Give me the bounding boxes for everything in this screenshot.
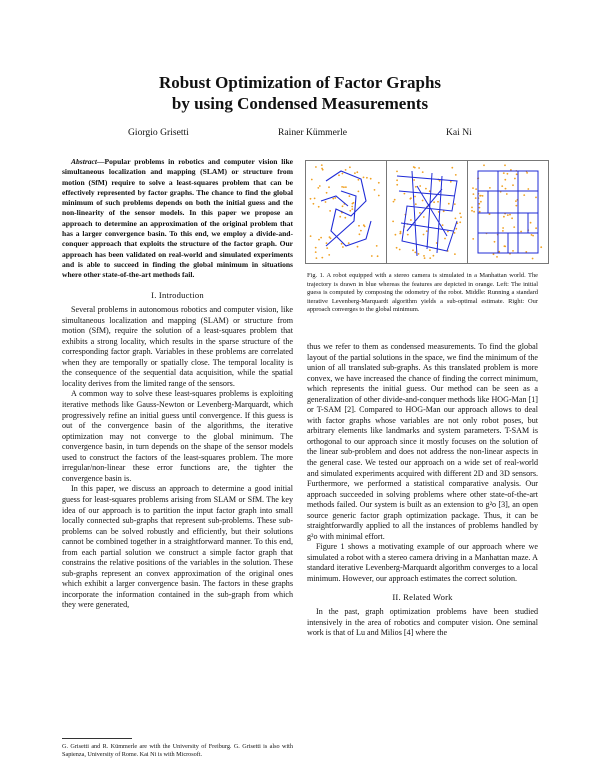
feature-point bbox=[418, 167, 420, 169]
feature-point bbox=[378, 182, 380, 184]
title-line-1: Robust Optimization of Factor Graphs bbox=[158, 73, 442, 92]
feature-point bbox=[400, 231, 402, 233]
feature-point bbox=[455, 174, 457, 176]
feature-point bbox=[356, 171, 358, 173]
feature-point bbox=[444, 238, 446, 240]
feature-point bbox=[520, 231, 522, 233]
feature-point bbox=[422, 171, 424, 173]
feature-point bbox=[419, 212, 421, 214]
feature-point bbox=[353, 202, 355, 204]
feature-point bbox=[399, 249, 401, 251]
feature-point bbox=[348, 242, 350, 244]
feature-point bbox=[516, 173, 518, 175]
feature-point bbox=[349, 195, 351, 197]
feature-point bbox=[506, 193, 508, 195]
feature-point bbox=[413, 179, 415, 181]
feature-point bbox=[540, 246, 542, 248]
feature-point bbox=[412, 249, 414, 251]
feature-point bbox=[502, 227, 504, 229]
footnote-rule bbox=[62, 738, 132, 739]
feature-point bbox=[475, 197, 477, 199]
feature-point bbox=[363, 224, 365, 226]
feature-point bbox=[424, 257, 426, 259]
feature-point bbox=[315, 166, 317, 168]
feature-point bbox=[319, 185, 321, 187]
feature-point bbox=[310, 198, 312, 200]
feature-point bbox=[414, 252, 416, 254]
feature-point bbox=[513, 226, 515, 228]
feature-point bbox=[509, 214, 511, 216]
feature-point bbox=[329, 210, 331, 212]
abstract-label: Abstract bbox=[71, 157, 97, 166]
feature-point bbox=[317, 187, 319, 189]
feature-point bbox=[360, 230, 362, 232]
feature-point bbox=[532, 258, 534, 260]
feature-point bbox=[357, 246, 359, 248]
paper-title bbox=[0, 72, 600, 114]
feature-point bbox=[494, 241, 496, 243]
feature-point bbox=[334, 197, 336, 199]
feature-point bbox=[423, 234, 425, 236]
feature-point bbox=[313, 203, 315, 205]
feature-point bbox=[325, 201, 327, 203]
feature-point bbox=[328, 254, 330, 256]
feature-point bbox=[342, 246, 344, 248]
feature-point bbox=[504, 246, 506, 248]
feature-point bbox=[471, 210, 473, 212]
feature-point bbox=[396, 171, 398, 173]
feature-point bbox=[342, 173, 344, 175]
feature-point bbox=[503, 216, 505, 218]
feature-point bbox=[504, 179, 506, 181]
feature-point bbox=[315, 247, 317, 249]
intro-paragraph-2: A common way to solve these least-squares problems is exploiting iterative methods like Gauss-Newton or Levenberg-Marquardt, which progressively refine an initial guess until convergence. If this guess is out of the convergence basin of the algorithms, the iterative optimization may not converge to the global minimum. The convergence basin, in turn depends on the shape of the sensor models used to construct the factors of the least-squares problem. The more irregular/non-linear these error functions are, the tighter the convergence basin is. bbox=[62, 389, 293, 483]
feature-point bbox=[351, 206, 353, 208]
feature-point bbox=[395, 234, 397, 236]
feature-point bbox=[392, 221, 394, 223]
feature-point bbox=[326, 242, 328, 244]
feature-point bbox=[454, 203, 456, 205]
feature-point bbox=[393, 201, 395, 203]
feature-point bbox=[410, 219, 412, 221]
title-line-2: by using Condensed Measurements bbox=[171, 94, 429, 113]
feature-point bbox=[370, 178, 372, 180]
feature-point bbox=[358, 225, 360, 227]
figure-panel-initial-guess bbox=[305, 160, 387, 264]
feature-point bbox=[318, 239, 320, 241]
feature-point bbox=[410, 197, 412, 199]
feature-point bbox=[459, 221, 461, 223]
feature-point bbox=[344, 217, 346, 219]
feature-point bbox=[475, 188, 477, 190]
feature-point bbox=[378, 195, 380, 197]
section-2-heading: II. Related Work bbox=[392, 591, 453, 602]
feature-point bbox=[349, 166, 351, 168]
feature-point bbox=[459, 213, 461, 215]
feature-point bbox=[318, 206, 320, 208]
feature-point bbox=[342, 205, 344, 207]
feature-point bbox=[351, 208, 353, 210]
feature-point bbox=[374, 189, 376, 191]
feature-point bbox=[478, 203, 480, 205]
feature-point bbox=[376, 245, 378, 247]
figure-panel-our-approach bbox=[467, 160, 549, 264]
feature-point bbox=[511, 217, 513, 219]
feature-point bbox=[314, 198, 316, 200]
feature-point bbox=[515, 200, 517, 202]
feature-point bbox=[311, 179, 313, 181]
feature-point bbox=[394, 199, 396, 201]
feature-point bbox=[454, 253, 456, 255]
feature-point bbox=[450, 181, 452, 183]
right-paragraph-2: Figure 1 shows a motivating example of our approach where we simulated a robot with a stereo camera driving in a Manhattan maze. A standard iterative Levenberg-Marquardt algorithm converges to a local minimum. However, our approach estimates the correct solution. bbox=[307, 542, 538, 584]
author-2: Rainer Kümmerle bbox=[278, 127, 347, 138]
figure-caption: Fig. 1. A robot equipped with a stereo camera is simulated in a Manhattan world. The trajectory is drawn in blue whereas the features are depicted in orange. Left: The initial guess is computed by composing the odometry of the robot. Middle: Running a standard iterative Levenberg-Marquardt algorithm yields a sub-optimal estimate. Right: Our approach converges to the global minimum. bbox=[307, 272, 538, 314]
feature-point bbox=[343, 186, 345, 188]
feature-point bbox=[530, 222, 532, 224]
initial-guess-plot bbox=[306, 161, 386, 263]
feature-point bbox=[396, 179, 398, 181]
feature-point bbox=[526, 172, 528, 174]
feature-point bbox=[498, 251, 500, 253]
feature-point bbox=[455, 228, 457, 230]
feature-point bbox=[502, 230, 504, 232]
feature-point bbox=[531, 234, 533, 236]
feature-point bbox=[429, 257, 431, 259]
left-column bbox=[62, 157, 293, 611]
author-1: Giorgio Grisetti bbox=[128, 127, 189, 138]
intro-paragraph-1: Several problems in autonomous robotics and computer vision, like simultaneous localization and mapping (SLAM) or structure from motion (SfM), require the solution of a least-squares problem that exhibits a strong locality, which results in the sparse structure of the corresponding factor graph. Variables in these problems are correlated when they are temporally or spatially close. The temporal locality is the consequence of the sequential data acquisition, while the spatial locality derives from the limited range of the sensors. bbox=[62, 305, 293, 388]
feature-point bbox=[473, 193, 475, 195]
feature-point bbox=[501, 185, 503, 187]
feature-point bbox=[479, 211, 481, 213]
feature-point bbox=[512, 250, 514, 252]
feature-point bbox=[326, 192, 328, 194]
author-3: Kai Ni bbox=[446, 127, 472, 138]
abstract-text: —Popular problems in robotics and computer vision like simultaneous localization and mapping (SLAM) or structure from motion (SfM) require to solve a least-squares problem that can be effectively represented by factor graphs. The chance to find the global minimum of such problems depends on both the initial guess and the non-linearity of the sensor models. In this paper we propose an approach to determine an approximation of the original problem that has a larger convergence basin. To this end, we employ a divide-and-conquer approach that exploits the structure of the factor graph. Our approach has been validated on real-world and simulated experiments and is able to succeed in finding the global minimum in situations where other state-of-the-art methods fail. bbox=[62, 157, 293, 280]
feature-point bbox=[429, 249, 431, 251]
feature-point bbox=[310, 235, 312, 237]
feature-point bbox=[483, 164, 485, 166]
right-paragraph-1: thus we refer to them as condensed measurements. To find the global layout of the partial solutions in the space, we find the minimum of the union of all translated sub-graphs. As this translated problem is more convex, we have increased the chance of finding the correct minimum, which represents the initial guess. Our method can be seen as a generalization of other divide-and-conquer methods like HOG-Man [1] or T-SAM [2]. Compared to HOG-Man our approach allows to deal with factor graphs whose variables are not only robot poses, but arbitrary elements like landmarks and system parameters. T-SAM is orthogonal to our approach since it mostly focuses on the solution of the linear sub-problem and does not address the non-linear aspects in the general case. We tested our approach on a wide set of real-world and simulated experiments acquired with different 2D and 3D sensors. Furthermore, we performed a statistical comparative analysis. Our approach succeeded in solving problems where other state-of-the-art methods failed. Our system is built as an extension to g²o [3], an open source generic factor graph optimization package. Thus, it can be straightforwardly applied to all the instances of problems handled by g²o with minimal effort. bbox=[307, 342, 538, 541]
feature-point bbox=[439, 180, 441, 182]
feature-point bbox=[479, 207, 481, 209]
feature-point bbox=[358, 191, 360, 193]
feature-point bbox=[482, 195, 484, 197]
feature-point bbox=[433, 201, 435, 203]
feature-point bbox=[454, 232, 456, 234]
feature-point bbox=[527, 188, 529, 190]
feature-point bbox=[505, 188, 507, 190]
feature-point bbox=[443, 210, 445, 212]
section-1-heading: I. Introduction bbox=[151, 289, 204, 300]
feature-point bbox=[341, 186, 343, 188]
feature-point bbox=[514, 178, 516, 180]
levenberg-marquardt-plot bbox=[387, 161, 467, 263]
intro-paragraph-3: In this paper, we discuss an approach to determine a good initial guess for least-squares problems arising from SLAM or SfM. The key idea of our approach is to partition the input factor graph into small locally connected sub-graphs that represent sub-problems. These sub-problems can be solved robustly and efficiently, but their solutions cannot be combined together in a straightforward manner. To this end, from each partial solution we construct a simple factor graph that constrains the relative positions of the variables in the solution. These sub-graphs represent an convex approximation of the original ones which exhibit a larger convergence basin. The factors in these graphs incorporate the information contained in the sub-graph from which they were generated, bbox=[62, 484, 293, 610]
feature-point bbox=[504, 164, 506, 166]
right-column bbox=[307, 342, 538, 639]
feature-point bbox=[496, 256, 498, 258]
feature-point bbox=[503, 172, 505, 174]
feature-point bbox=[515, 205, 517, 207]
feature-point bbox=[426, 230, 428, 232]
feature-point bbox=[419, 185, 421, 187]
feature-point bbox=[507, 173, 509, 175]
feature-point bbox=[535, 197, 537, 199]
feature-point bbox=[396, 247, 398, 249]
feature-point bbox=[423, 216, 425, 218]
feature-point bbox=[447, 231, 449, 233]
feature-point bbox=[415, 203, 417, 205]
feature-point bbox=[451, 167, 453, 169]
feature-point bbox=[321, 257, 323, 259]
feature-point bbox=[371, 255, 373, 257]
feature-point bbox=[460, 216, 462, 218]
feature-point bbox=[512, 184, 514, 186]
feature-point bbox=[404, 193, 406, 195]
feature-point bbox=[328, 186, 330, 188]
figure-panel-levenberg-marquardt bbox=[386, 160, 468, 264]
feature-point bbox=[437, 201, 439, 203]
feature-point bbox=[471, 207, 473, 209]
feature-point bbox=[480, 201, 482, 203]
feature-point bbox=[507, 214, 509, 216]
feature-point bbox=[479, 195, 481, 197]
feature-point bbox=[415, 186, 417, 188]
feature-point bbox=[315, 251, 317, 253]
feature-point bbox=[345, 186, 347, 188]
feature-point bbox=[358, 179, 360, 181]
feature-point bbox=[422, 200, 424, 202]
feature-point bbox=[418, 253, 420, 255]
feature-point bbox=[366, 177, 368, 179]
our-approach-plot bbox=[468, 161, 548, 263]
feature-point bbox=[407, 234, 409, 236]
abstract bbox=[62, 157, 293, 281]
related-work-paragraph: In the past, graph optimization problems have been studied intensively in the area of robotics and computer vision. One seminal work is that of Lu and Milios [4] where the bbox=[307, 607, 538, 638]
feature-point bbox=[493, 253, 495, 255]
feature-point bbox=[535, 227, 537, 229]
feature-point bbox=[321, 168, 323, 170]
feature-point bbox=[414, 167, 416, 169]
feature-point bbox=[363, 177, 365, 179]
feature-point bbox=[349, 210, 351, 212]
feature-point bbox=[425, 188, 427, 190]
feature-point bbox=[320, 237, 322, 239]
feature-point bbox=[448, 203, 450, 205]
feature-point bbox=[338, 174, 340, 176]
feature-point bbox=[414, 196, 416, 198]
feature-point bbox=[377, 255, 379, 257]
feature-point bbox=[442, 224, 444, 226]
feature-point bbox=[472, 238, 474, 240]
feature-point bbox=[532, 235, 534, 237]
feature-point bbox=[339, 216, 341, 218]
feature-point bbox=[473, 211, 475, 213]
feature-point bbox=[489, 187, 491, 189]
feature-point bbox=[423, 255, 425, 257]
feature-point bbox=[332, 198, 334, 200]
feature-point bbox=[345, 169, 347, 171]
feature-point bbox=[472, 187, 474, 189]
feature-point bbox=[354, 172, 356, 174]
feature-point bbox=[396, 184, 398, 186]
feature-point bbox=[316, 257, 318, 259]
feature-point bbox=[341, 243, 343, 245]
feature-point bbox=[359, 233, 361, 235]
feature-point bbox=[326, 247, 328, 249]
footnote: G. Grisetti and R. Kümmerle are with the University of Freiburg. G. Grisetti is also with Sapienza, University of Rome. Kai Ni is with Microsoft. bbox=[62, 743, 293, 759]
feature-point bbox=[523, 194, 525, 196]
feature-point bbox=[433, 255, 435, 257]
feature-point bbox=[329, 236, 331, 238]
feature-point bbox=[455, 218, 457, 220]
feature-point bbox=[321, 164, 323, 166]
